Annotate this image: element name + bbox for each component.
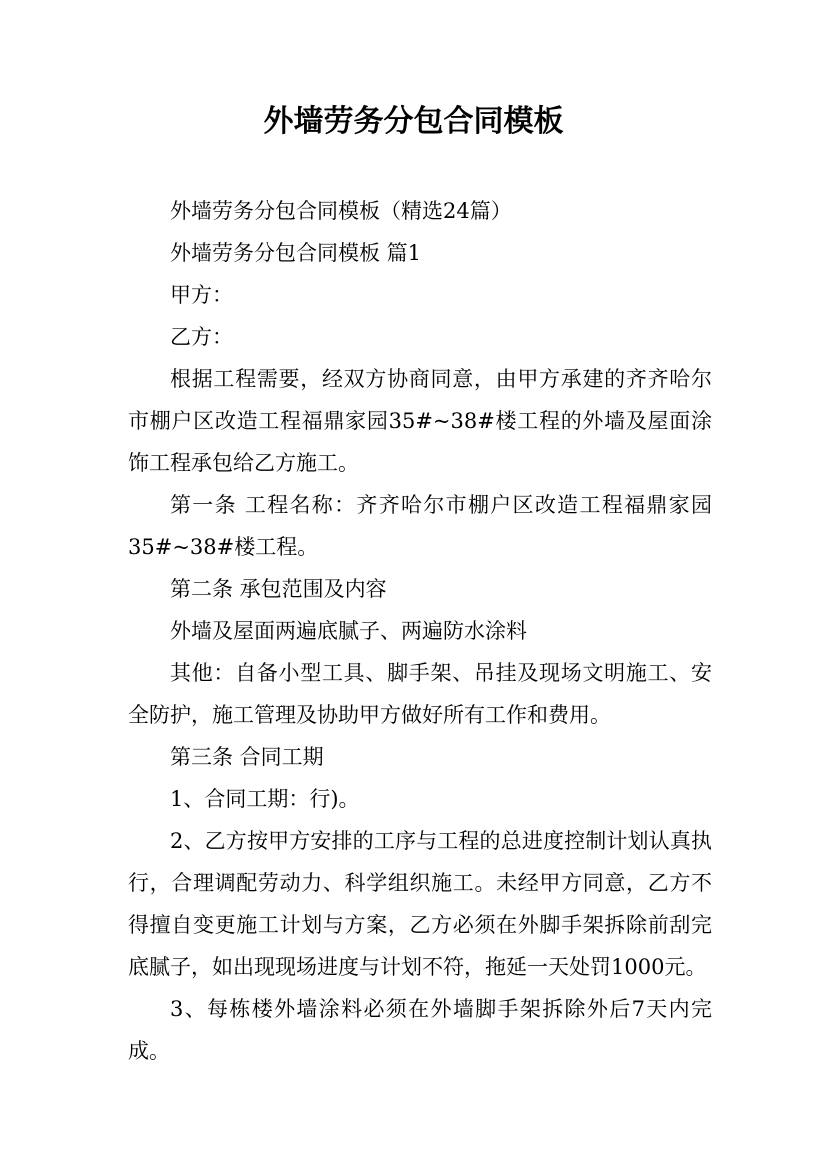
paragraph-intro: 根据工程需要，经双方协商同意，由甲方承建的齐齐哈尔市棚户区改造工程福鼎家园35#~38#楼工程的外墙及屋面涂饰工程承包给乙方施工。 [128,367,712,475]
paragraph-subtitle: 外墙劳务分包合同模板（精选24篇） [170,199,512,223]
paragraph-item-3: 3、每栋楼外墙涂料必须在外墙脚手架拆除外后7天内完成。 [128,997,712,1063]
paragraph-article-3-heading: 第三条 合同工期 [170,745,324,769]
paragraph-party-a: 甲方： [170,283,233,307]
document-body [128,190,712,1072]
paragraph-article-1: 第一条 工程名称：齐齐哈尔市棚户区改造工程福鼎家园35#~38#楼工程。 [128,493,712,559]
paragraph-party-b: 乙方： [170,325,233,349]
paragraph-other: 其他：自备小型工具、脚手架、吊挂及现场文明施工、安全防护，施工管理及协助甲方做好所有工作和费用。 [128,661,712,727]
paragraph-scope: 外墙及屋面两遍底腻子、两遍防水涂料 [170,619,527,643]
document-title: 外墙劳务分包合同模板 [263,104,564,139]
paragraph-item-2: 2、乙方按甲方安排的工序与工程的总进度控制计划认真执行，合理调配劳动力、科学组织施工。未经甲方同意，乙方不得擅自变更施工计划与方案，乙方必须在外脚手架拆除前刮完底腻子，如出现现场进度与计划不符，拖延一天处罚1000元。 [128,829,712,979]
paragraph-article-2-heading: 第二条 承包范围及内容 [170,577,387,601]
paragraph-item-1: 1、合同工期：行)。 [170,787,360,811]
paragraph-section-heading: 外墙劳务分包合同模板 篇1 [170,241,422,265]
